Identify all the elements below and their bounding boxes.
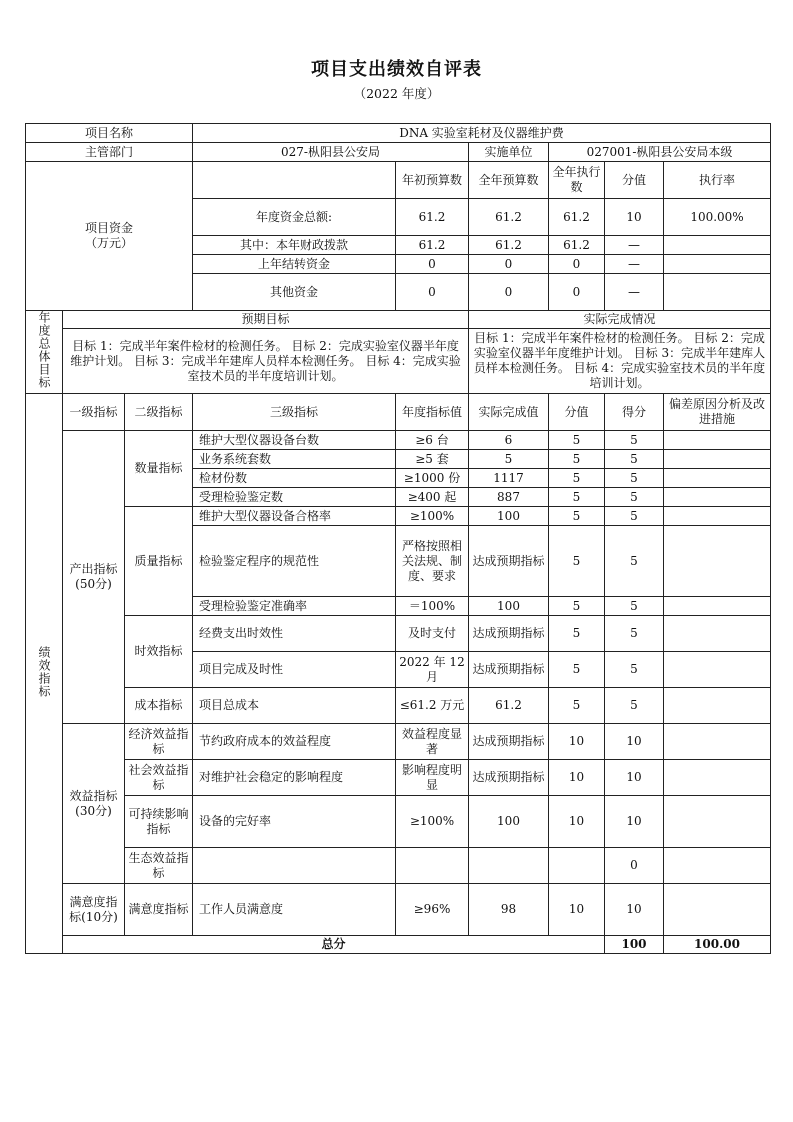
target-value: ≥100%	[396, 796, 469, 848]
funds-full: 61.2	[469, 236, 549, 255]
reason-value	[664, 724, 771, 760]
satisfaction-indicator-label: 满意度指标(10分)	[63, 884, 125, 936]
score-value: 10	[549, 760, 605, 796]
funds-exec: 0	[549, 274, 605, 311]
col-target: 年度指标值	[396, 394, 469, 431]
got-value: 5	[605, 469, 664, 488]
funds-full: 0	[469, 274, 549, 311]
funds-rate	[664, 255, 771, 274]
target-value: ≥6 台	[396, 431, 469, 450]
funds-initial: 0	[396, 274, 469, 311]
target-value: ≤61.2 万元	[396, 688, 469, 724]
total-score: 100	[605, 936, 664, 954]
satisfaction-sub-label: 满意度指标	[125, 884, 193, 936]
got-value: 5	[605, 507, 664, 526]
goals-header-row	[26, 311, 771, 329]
actual-value: 达成预期指标	[469, 526, 549, 597]
funds-exec: 61.2	[549, 199, 605, 236]
l3-indicator: 经费支出时效性	[193, 616, 396, 652]
project-name-row	[26, 124, 771, 143]
score-value: 5	[549, 597, 605, 616]
funds-initial: 61.2	[396, 236, 469, 255]
col-level1: 一级指标	[63, 394, 125, 431]
got-value: 5	[605, 450, 664, 469]
reason-value	[664, 848, 771, 884]
col-exec-rate: 执行率	[664, 162, 771, 199]
got-value: 5	[605, 431, 664, 450]
page-title: 项目支出绩效自评表	[311, 59, 482, 80]
actual-value: 61.2	[469, 688, 549, 724]
l3-indicator: 受理检验鉴定准确率	[193, 597, 396, 616]
eco-indicator-label: 生态效益指标	[125, 848, 193, 884]
impl-value: 027001-枞阳县公安局本级	[549, 143, 771, 162]
goals-side-label: 年度总体目标	[26, 311, 63, 394]
actual-goals-label: 实际完成情况	[469, 311, 771, 329]
funds-rate	[664, 274, 771, 311]
reason-value	[664, 760, 771, 796]
actual-value: 100	[469, 796, 549, 848]
score-value: 5	[549, 507, 605, 526]
got-value: 5	[605, 488, 664, 507]
l3-indicator: 设备的完好率	[193, 796, 396, 848]
quality-indicator-label: 质量指标	[125, 507, 193, 616]
l3-indicator: 检验鉴定程序的规范性	[193, 526, 396, 597]
col-got: 得分	[605, 394, 664, 431]
col-execution: 全年执行数	[549, 162, 605, 199]
funds-row-label: 年度资金总额:	[193, 199, 396, 236]
sustain-indicator-label: 可持续影响指标	[125, 796, 193, 848]
timeliness-indicator-label: 时效指标	[125, 616, 193, 688]
col-actual: 实际完成值	[469, 394, 549, 431]
got-value: 10	[605, 796, 664, 848]
funds-header-row	[26, 162, 771, 199]
got-value: 10	[605, 884, 664, 936]
table-row	[26, 848, 771, 884]
quantity-indicator-label: 数量指标	[125, 431, 193, 507]
actual-value: 达成预期指标	[469, 760, 549, 796]
target-value: 影响程度明显	[396, 760, 469, 796]
funds-full: 61.2	[469, 199, 549, 236]
col-reason: 偏差原因分析及改进措施	[664, 394, 771, 431]
table-row	[26, 760, 771, 796]
score-value: 5	[549, 450, 605, 469]
reason-value	[664, 796, 771, 848]
l3-indicator: 受理检验鉴定数	[193, 488, 396, 507]
total-label: 总分	[63, 936, 605, 954]
economic-indicator-label: 经济效益指标	[125, 724, 193, 760]
col-score: 分值	[605, 162, 664, 199]
benefit-indicator-label: 效益指标(30分)	[63, 724, 125, 884]
total-row	[26, 936, 771, 954]
target-value: 严格按照相关法规、制度、要求	[396, 526, 469, 597]
actual-value: 887	[469, 488, 549, 507]
score-value: 5	[549, 526, 605, 597]
col-initial-budget: 年初预算数	[396, 162, 469, 199]
l3-indicator: 工作人员满意度	[193, 884, 396, 936]
l3-indicator	[193, 848, 396, 884]
dept-label: 主管部门	[26, 143, 193, 162]
project-name-label: 项目名称	[26, 124, 193, 143]
actual-value: 100	[469, 507, 549, 526]
project-name-value: DNA 实验室耗材及仪器维护费	[193, 124, 771, 143]
dept-value: 027-枞阳县公安局	[193, 143, 469, 162]
output-indicator-label: 产出指标(50分)	[63, 431, 125, 724]
got-value: 10	[605, 760, 664, 796]
reason-value	[664, 507, 771, 526]
target-value: ≥5 套	[396, 450, 469, 469]
target-value: ≥100%	[396, 507, 469, 526]
reason-value	[664, 688, 771, 724]
score-value: 10	[549, 796, 605, 848]
actual-value: 98	[469, 884, 549, 936]
department-row	[26, 143, 771, 162]
goals-content-row	[26, 329, 771, 394]
target-value	[396, 848, 469, 884]
reason-value	[664, 469, 771, 488]
score-value: 5	[549, 431, 605, 450]
funds-full: 0	[469, 255, 549, 274]
reason-value	[664, 884, 771, 936]
funds-rate	[664, 236, 771, 255]
table-row	[26, 796, 771, 848]
funds-row-label: 上年结转资金	[193, 255, 396, 274]
funds-score: —	[605, 236, 664, 255]
col-full-budget: 全年预算数	[469, 162, 549, 199]
funds-initial: 61.2	[396, 199, 469, 236]
target-value: ≥400 起	[396, 488, 469, 507]
reason-value	[664, 652, 771, 688]
table-row	[26, 688, 771, 724]
target-value: 及时支付	[396, 616, 469, 652]
table-row	[26, 507, 771, 526]
table-row	[26, 431, 771, 450]
funds-rate: 100.00%	[664, 199, 771, 236]
score-value: 5	[549, 688, 605, 724]
score-value: 5	[549, 652, 605, 688]
funds-score: —	[605, 274, 664, 311]
target-value: ≥96%	[396, 884, 469, 936]
funds-row-label: 其中：本年财政拨款	[193, 236, 396, 255]
reason-value	[664, 616, 771, 652]
table-row	[26, 884, 771, 936]
funds-exec: 61.2	[549, 236, 605, 255]
got-value: 0	[605, 848, 664, 884]
col-score: 分值	[549, 394, 605, 431]
target-value: ≥1000 份	[396, 469, 469, 488]
total-got: 100.00	[664, 936, 771, 954]
actual-goals-text: 目标 1：完成半年案件检材的检测任务。 目标 2：完成实验室仪器半年度维护计划。 目标 3：完成半年建库人员样本检测任务。 目标 4：完成实验室技术员的半年度培训计划。	[469, 329, 771, 394]
col-level2: 二级指标	[125, 394, 193, 431]
got-value: 5	[605, 688, 664, 724]
l3-indicator: 项目完成及时性	[193, 652, 396, 688]
score-value: 10	[549, 724, 605, 760]
funds-exec: 0	[549, 255, 605, 274]
got-value: 5	[605, 597, 664, 616]
l3-indicator: 项目总成本	[193, 688, 396, 724]
social-indicator-label: 社会效益指标	[125, 760, 193, 796]
actual-value: 达成预期指标	[469, 652, 549, 688]
target-value: 2022 年 12 月	[396, 652, 469, 688]
score-value: 5	[549, 488, 605, 507]
actual-value	[469, 848, 549, 884]
score-value: 5	[549, 469, 605, 488]
table-row	[26, 616, 771, 652]
indicators-side-label: 绩效指标	[26, 394, 63, 954]
expected-goals-text: 目标 1：完成半年案件检材的检测任务。 目标 2：完成实验室仪器半年度维护计划。 目标 3：完成半年建库人员样本检测任务。 目标 4：完成实验室技术员的半年度培训计划。	[63, 329, 469, 394]
l3-indicator: 维护大型仪器设备台数	[193, 431, 396, 450]
score-value: 5	[549, 616, 605, 652]
l3-indicator: 业务系统套数	[193, 450, 396, 469]
got-value: 5	[605, 652, 664, 688]
expected-goals-label: 预期目标	[63, 311, 469, 329]
table-row	[26, 724, 771, 760]
l3-indicator: 维护大型仪器设备合格率	[193, 507, 396, 526]
l3-indicator: 检材份数	[193, 469, 396, 488]
got-value: 5	[605, 526, 664, 597]
reason-value	[664, 597, 771, 616]
actual-value: 6	[469, 431, 549, 450]
score-value	[549, 848, 605, 884]
reason-value	[664, 488, 771, 507]
got-value: 10	[605, 724, 664, 760]
funds-row-label: 其他资金	[193, 274, 396, 311]
got-value: 5	[605, 616, 664, 652]
funds-initial: 0	[396, 255, 469, 274]
target-value: ＝100%	[396, 597, 469, 616]
reason-value	[664, 526, 771, 597]
reason-value	[664, 450, 771, 469]
col-level3: 三级指标	[193, 394, 396, 431]
actual-value: 达成预期指标	[469, 724, 549, 760]
actual-value: 1117	[469, 469, 549, 488]
funds-header-blank	[193, 162, 396, 199]
evaluation-table	[25, 123, 771, 954]
reason-value	[664, 431, 771, 450]
indicators-header-row	[26, 394, 771, 431]
cost-indicator-label: 成本指标	[125, 688, 193, 724]
actual-value: 达成预期指标	[469, 616, 549, 652]
impl-label: 实施单位	[469, 143, 549, 162]
target-value: 效益程度显著	[396, 724, 469, 760]
actual-value: 5	[469, 450, 549, 469]
funds-score: —	[605, 255, 664, 274]
funds-score: 10	[605, 199, 664, 236]
report-year: （2022 年度）	[353, 86, 440, 101]
l3-indicator: 节约政府成本的效益程度	[193, 724, 396, 760]
actual-value: 100	[469, 597, 549, 616]
score-value: 10	[549, 884, 605, 936]
funds-label: 项目资金 （万元）	[26, 162, 193, 311]
l3-indicator: 对维护社会稳定的影响程度	[193, 760, 396, 796]
